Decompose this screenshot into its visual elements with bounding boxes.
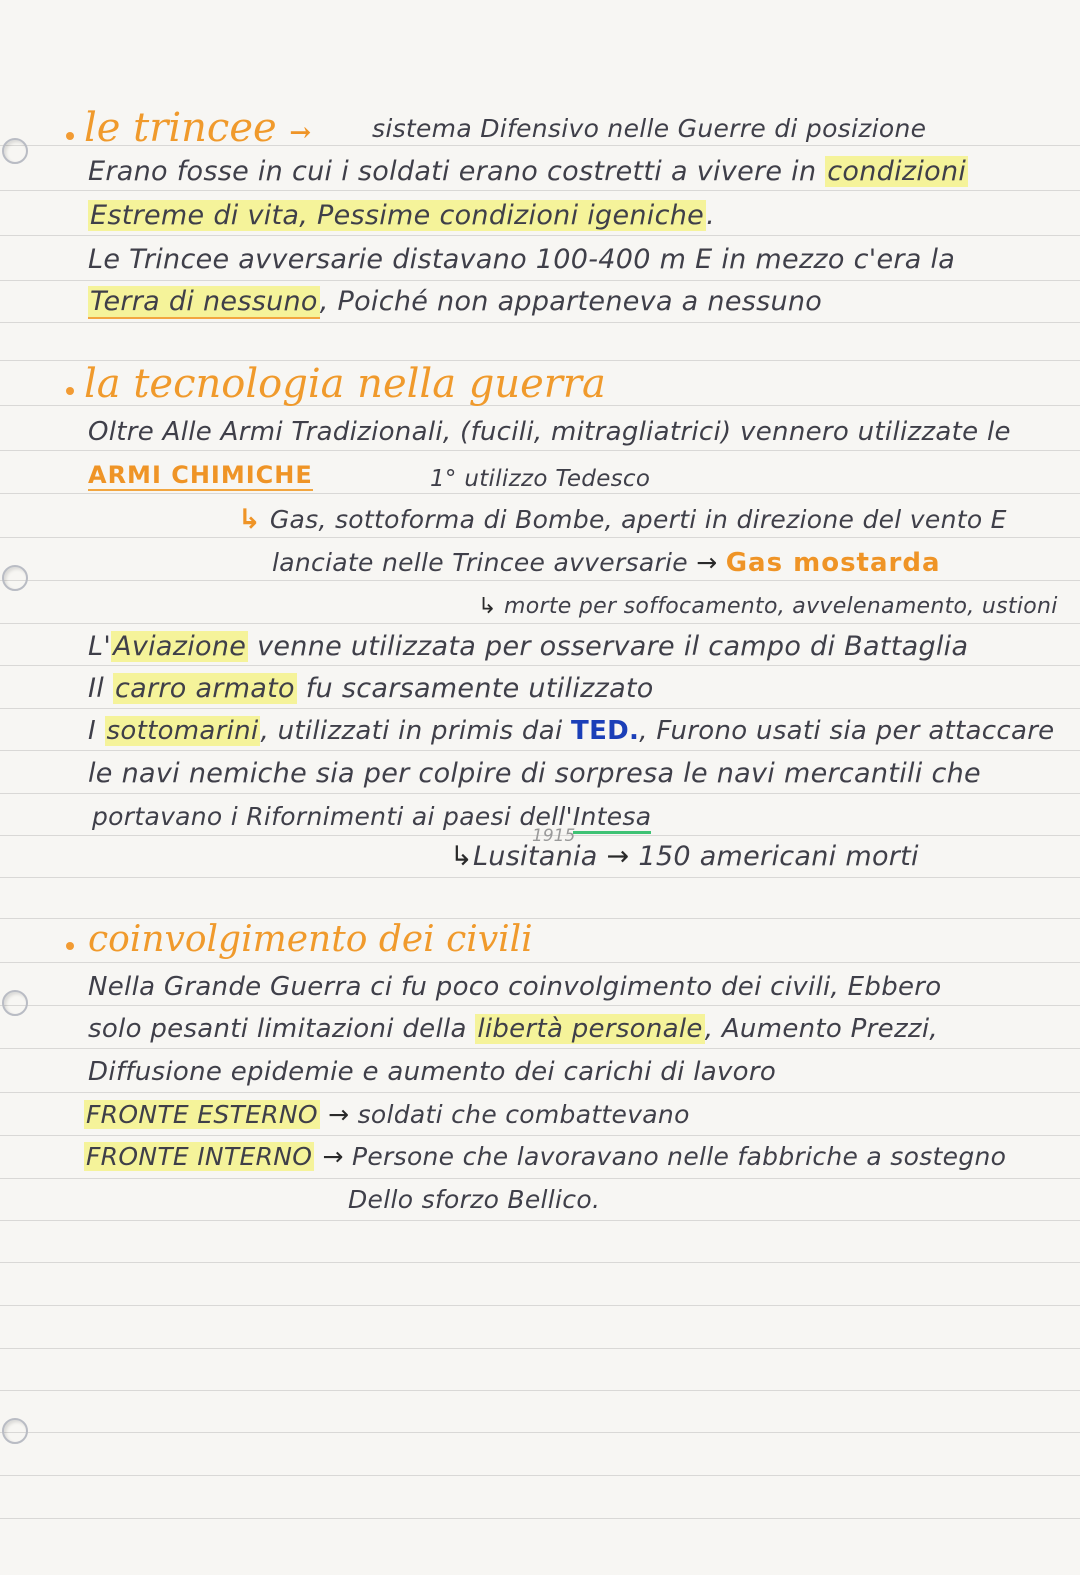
ruled-line xyxy=(0,877,1080,878)
section-bullet xyxy=(66,387,74,395)
ruled-line xyxy=(0,1262,1080,1263)
text-line: le navi nemiche sia per colpire di sorpresa le navi mercantili che xyxy=(88,758,981,789)
ruled-line xyxy=(0,1005,1080,1006)
highlight: libertà personale xyxy=(477,1014,703,1044)
ruled-line xyxy=(0,665,1080,666)
arrow-icon: → xyxy=(328,1100,350,1129)
armi-chimiche-label: ARMI CHIMICHE xyxy=(88,461,313,489)
text-line: I sottomarini, utilizzati in primis dai TED., Furono usati sia per attaccare xyxy=(88,716,1055,746)
annotation: 1° utilizzo Tedesco xyxy=(430,466,651,492)
ruled-line xyxy=(0,322,1080,323)
ruled-line xyxy=(0,1092,1080,1093)
ruled-line xyxy=(0,962,1080,963)
text-line: FRONTE INTERNO → Persone che lavoravano nelle fabbriche a sostegno xyxy=(86,1142,1007,1171)
binder-hole xyxy=(2,565,28,591)
down-left-arrow-icon: ↳ xyxy=(450,841,473,872)
text-line: lanciate nelle Trincee avversarie → Gas mostarda xyxy=(272,548,941,578)
binder-hole xyxy=(2,138,28,164)
highlight: FRONTE ESTERNO xyxy=(86,1100,318,1129)
text-line: Le Trincee avversarie distavano 100-400 m E in mezzo c'era la xyxy=(88,244,956,275)
text-line: ↳Lusitania → 150 americani morti xyxy=(450,841,919,872)
section-bullet xyxy=(66,132,74,140)
ruled-line xyxy=(0,750,1080,751)
ruled-line xyxy=(0,1475,1080,1476)
ruled-line xyxy=(0,580,1080,581)
section-title-tecnologia: la tecnologia nella guerra xyxy=(84,361,606,407)
arrow-icon: → xyxy=(289,118,312,148)
text-line: Diffusione epidemie e aumento dei carichi di lavoro xyxy=(88,1057,777,1087)
down-left-arrow-icon: ↳ xyxy=(238,504,261,535)
text-line: Oltre Alle Armi Tradizionali, (fucili, mitragliatrici) vennero utilizzate le xyxy=(88,417,1011,447)
year-note: 1915 xyxy=(532,826,576,846)
text-line: portavano i Rifornimenti ai paesi dell'Intesa xyxy=(92,800,651,834)
gas-mostarda-label: Gas mostarda xyxy=(725,548,941,578)
ruled-line xyxy=(0,1220,1080,1221)
ruled-line xyxy=(0,1135,1080,1136)
text-line: Terra di nessuno, Poiché non apparteneva a nessuno xyxy=(90,286,823,317)
ruled-line xyxy=(0,280,1080,281)
ruled-line xyxy=(0,1305,1080,1306)
ruled-line xyxy=(0,1518,1080,1519)
text-line: FRONTE ESTERNO → soldati che combattevano xyxy=(86,1100,690,1129)
highlight: Estreme di vita, Pessime condizioni igeniche xyxy=(90,200,705,231)
ruled-line xyxy=(0,1048,1080,1049)
highlight: sottomarini xyxy=(106,716,259,746)
ruled-line xyxy=(0,537,1080,538)
arrow-icon: → xyxy=(322,1142,344,1171)
ruled-line xyxy=(0,235,1080,236)
binder-hole xyxy=(2,1418,28,1444)
highlight: carro armato xyxy=(114,673,295,704)
text-line: ↳ morte per soffocamento, avvelenamento, ustioni xyxy=(478,594,1058,619)
ruled-line xyxy=(0,708,1080,709)
text-line: L'Aviazione venne utilizzata per osservare il campo di Battaglia xyxy=(88,631,969,662)
text-line: Il carro armato fu scarsamente utilizzato xyxy=(88,673,654,704)
ruled-line xyxy=(0,1178,1080,1179)
ruled-line xyxy=(0,450,1080,451)
text-line: Estreme di vita, Pessime condizioni igeniche. xyxy=(90,200,715,231)
text-line: Nella Grande Guerra ci fu poco coinvolgimento dei civili, Ebbero xyxy=(88,972,942,1002)
ruled-line xyxy=(0,793,1080,794)
ruled-line xyxy=(0,1432,1080,1433)
binder-hole xyxy=(2,990,28,1016)
ruled-line xyxy=(0,1390,1080,1391)
section-title-civili: coinvolgimento dei civili xyxy=(88,919,533,960)
highlight: condizioni xyxy=(827,156,967,187)
text-line: Erano fosse in cui i soldati erano costretti a vivere in condizioni xyxy=(88,156,967,187)
highlight: Aviazione xyxy=(113,631,247,662)
down-left-arrow-icon: ↳ xyxy=(478,594,497,619)
ruled-line xyxy=(0,1348,1080,1349)
highlight: FRONTE INTERNO xyxy=(86,1142,313,1171)
arrow-icon: → xyxy=(696,548,718,577)
text-line: solo pesanti limitazioni della libertà personale, Aumento Prezzi, xyxy=(88,1014,938,1044)
ruled-line xyxy=(0,190,1080,191)
section-title-text: le trincee xyxy=(84,105,277,151)
section-subtitle: sistema Difensivo nelle Guerre di posizione xyxy=(372,114,927,143)
section-bullet xyxy=(66,942,74,950)
ted-label: TED. xyxy=(571,716,640,746)
text-line: ↳ Gas, sottoforma di Bombe, aperti in direzione del vento E xyxy=(238,504,1007,535)
section-title-trincee xyxy=(84,106,311,155)
text-line xyxy=(88,458,313,492)
highlight: Terra di nessuno xyxy=(90,286,318,317)
intesa-label: Intesa xyxy=(573,802,652,834)
text-line: Dello sforzo Bellico. xyxy=(348,1185,601,1214)
arrow-icon: → xyxy=(606,841,630,872)
